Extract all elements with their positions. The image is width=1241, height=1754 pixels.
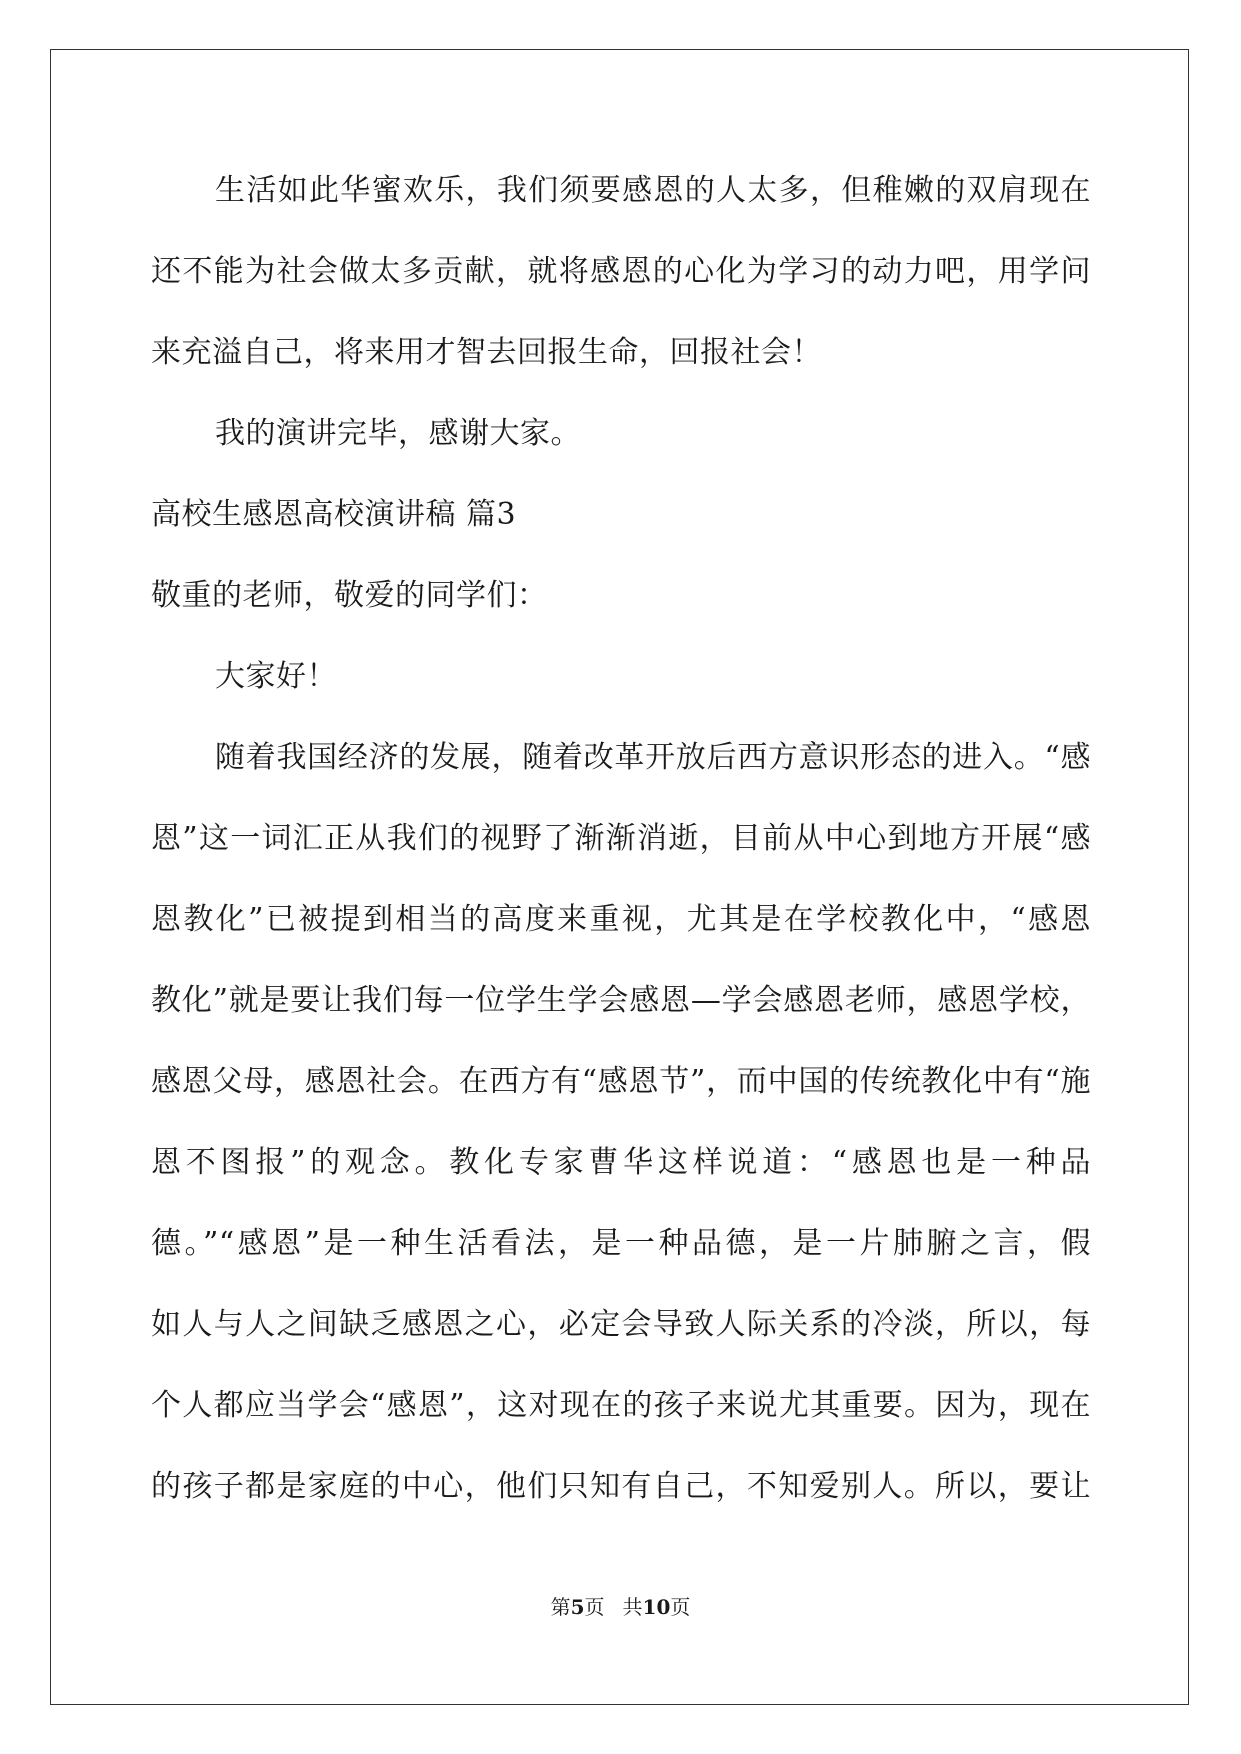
text-line: 敬重的老师，敬爱的同学们： (151, 578, 548, 613)
text-line: 个人都应当学会“感恩”，这对现在的孩子来说尤其重要。因为，现在 (151, 1388, 1091, 1423)
text-line: 我的演讲完毕，感谢大家。 (215, 416, 581, 451)
text-line: 还不能为社会做太多贡献，就将感恩的心化为学习的动力吧，用学问 (151, 254, 1091, 289)
text-line: 的孩子都是家庭的中心，他们只知有自己，不知爱别人。所以，要让 (151, 1469, 1091, 1504)
text-line: 恩教化”已被提到相当的高度来重视，尤其是在学校教化中，“感恩 (151, 902, 1091, 937)
text-line: 德。”“感恩”是一种生活看法，是一种品德，是一片肺腑之言，假 (151, 1226, 1091, 1261)
footer-page-number: 5 (570, 1595, 585, 1619)
footer-page-prefix: 第 (550, 1595, 571, 1619)
footer-total-pages: 10 (642, 1595, 671, 1619)
text-line: 教化”就是要让我们每一位学生学会感恩—学会感恩老师，感恩学校， (151, 983, 1091, 1018)
text-line: 生活如此华蜜欢乐，我们须要感恩的人太多，但稚嫩的双肩现在 (215, 173, 1091, 208)
text-line: 随着我国经济的发展，随着改革开放后西方意识形态的进入。“感 (215, 740, 1091, 775)
footer-page-suffix: 页 (584, 1595, 605, 1619)
text-line: 大家好！ (215, 659, 337, 694)
text-line: 来充溢自己，将来用才智去回报生命，回报社会！ (151, 335, 822, 370)
text-line: 感恩父母，感恩社会。在西方有“感恩节”，而中国的传统教化中有“施 (151, 1064, 1091, 1099)
footer-total-suffix: 页 (670, 1595, 691, 1619)
text-line: 高校生感恩高校演讲稿 篇3 (151, 497, 517, 532)
text-line: 如人与人之间缺乏感恩之心，必定会导致人际关系的冷淡，所以，每 (151, 1307, 1091, 1342)
text-line: 恩”这一词汇正从我们的视野了渐渐消逝，目前从中心到地方开展“感 (151, 821, 1091, 856)
document-body (151, 166, 1091, 1543)
text-line: 恩不图报”的观念。教化专家曹华这样说道：“感恩也是一种品 (151, 1145, 1091, 1180)
footer-total-prefix: 共 (622, 1595, 643, 1619)
page-footer (0, 1592, 1241, 1622)
